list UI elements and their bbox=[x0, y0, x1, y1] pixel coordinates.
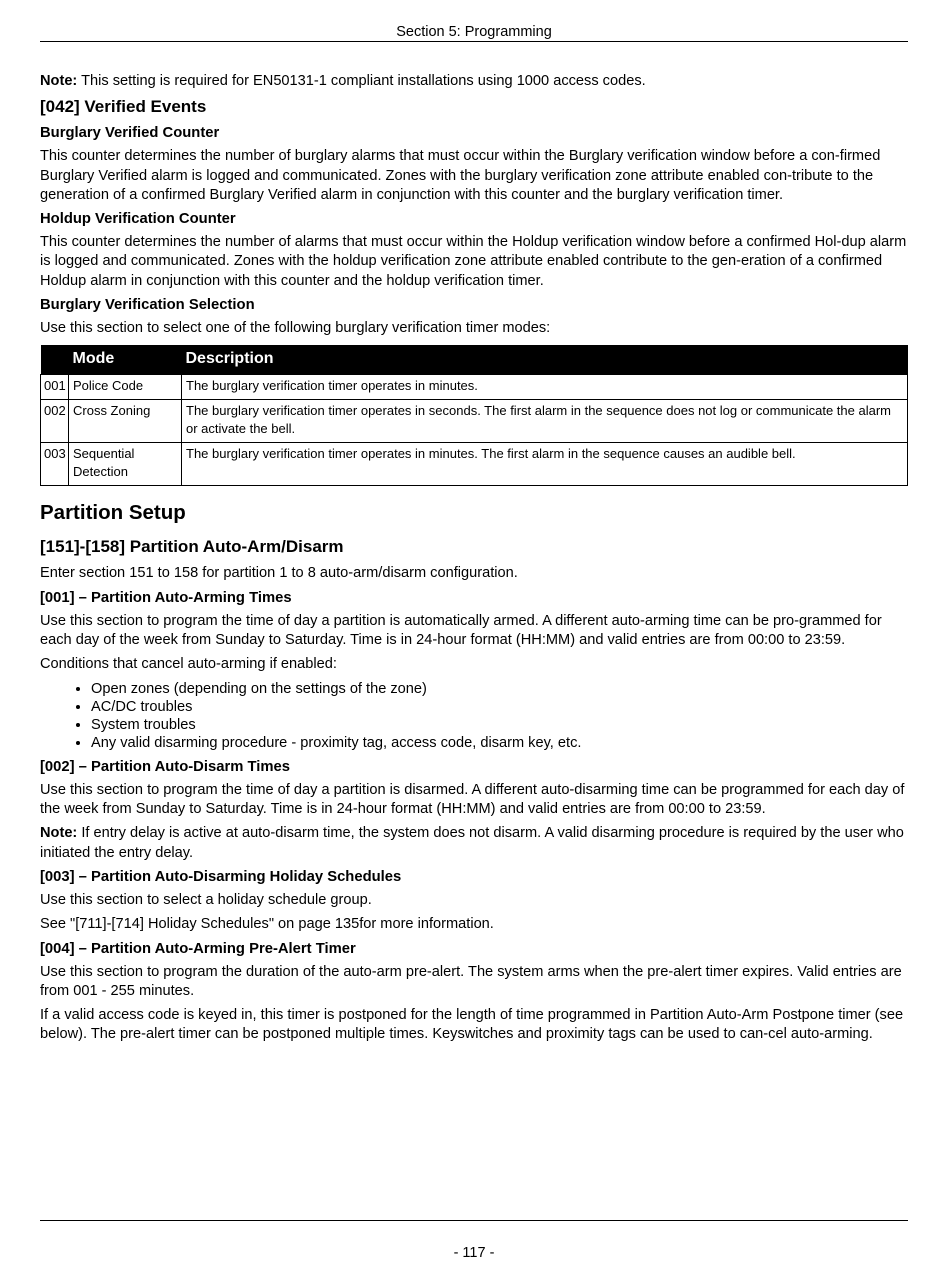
table-row bbox=[41, 375, 908, 400]
header-description: Description bbox=[182, 345, 908, 375]
holiday-heading: [003] – Partition Auto-Disarming Holiday Schedules bbox=[40, 868, 402, 885]
list-item: • System troubles bbox=[91, 716, 908, 734]
note-text: This setting is required for EN50131-1 compliant installations using 1000 access codes. bbox=[77, 73, 646, 89]
mode-number: 002 bbox=[41, 400, 69, 443]
note-label: Note: bbox=[40, 825, 78, 842]
note-text: If entry delay is active at auto-disarm time, the system does not disarm. A valid disarming procedure is required by the user who initiated the entry delay. bbox=[40, 825, 904, 861]
holdup-counter-heading: Holdup Verification Counter bbox=[40, 211, 236, 228]
auto-arm-intro: Enter section 151 to 158 for partition 1 to 8 auto-arm/disarm configuration. bbox=[40, 565, 518, 582]
holiday-see-reference: See "[711]-[714] Holiday Schedules" on page 135for more information. bbox=[40, 916, 494, 933]
mode-table bbox=[40, 345, 908, 486]
burglary-counter-text: This counter determines the number of burglary alarms that must occur within the Burglary verification window before a con-firmed Burglary Verified alarm is logged and communicated. Zones with the burglary verification zone attribute enabled con-tribute to the generation of a confirmed Burglary Verified alarm in conjunction with this counter and the burglary verification timer. bbox=[40, 148, 881, 203]
holdup-counter-text: This counter determines the number of alarms that must occur within the Holdup verification window before a confirmed Hol-dup alarm is logged and communicated. Zones with the holdup verification zone attribute enabled contribute to the gen-eration of a confirmed Holdup alarm in conjunction with this counter and the holdup verification timer. bbox=[40, 234, 907, 289]
note-label: Note: bbox=[40, 73, 78, 89]
table-row bbox=[41, 400, 908, 443]
auto-arm-heading: [151]-[158] Partition Auto-Arm/Disarm bbox=[40, 537, 344, 557]
header-number bbox=[41, 345, 69, 375]
note-en50131 bbox=[40, 72, 908, 91]
partition-setup-heading: Partition Setup bbox=[40, 501, 186, 525]
pre-alert-heading: [004] – Partition Auto-Arming Pre-Alert Timer bbox=[40, 940, 356, 957]
list-item: • Open zones (depending on the settings of the zone) bbox=[91, 680, 908, 698]
selection-heading: Burglary Verification Selection bbox=[40, 297, 255, 314]
pre-alert-text-2: If a valid access code is keyed in, this timer is postponed for the length of time programmed in Partition Auto-Arm Postpone timer (see below). The pre-alert timer can be postponed multiple times. Keyswitches and proximity tags can be used to can-cel auto-arming. bbox=[40, 1007, 904, 1043]
table-header-row bbox=[41, 345, 908, 375]
mode-number: 001 bbox=[41, 375, 69, 400]
mode-name: Cross Zoning bbox=[69, 400, 182, 443]
selection-text: Use this section to select one of the following burglary verification timer modes: bbox=[40, 320, 551, 337]
pre-alert-text-1: Use this section to program the duration of the auto-arm pre-alert. The system arms when the pre-alert timer expires. Valid entries are from 001 - 255 minutes. bbox=[40, 963, 902, 999]
note-entry-delay bbox=[40, 824, 908, 863]
mode-name: Police Code bbox=[69, 375, 182, 400]
header-mode: Mode bbox=[69, 345, 182, 375]
disarm-times-heading: [002] – Partition Auto-Disarm Times bbox=[40, 758, 290, 775]
conditions-intro: Conditions that cancel auto-arming if enabled: bbox=[40, 656, 337, 673]
conditions-list bbox=[40, 680, 908, 753]
list-item: • Any valid disarming procedure - proximity tag, access code, disarm key, etc. bbox=[91, 734, 908, 752]
arming-times-text: Use this section to program the time of day a partition is automatically armed. A different auto-arming time can be pro-grammed for each day of the week from Sunday to Saturday. Time is in 24-hour format (HH:MM) and valid entries are from 00:00 to 23:59. bbox=[40, 612, 882, 648]
header-rule bbox=[40, 41, 908, 42]
mode-name: Sequential Detection bbox=[69, 443, 182, 486]
mode-description: The burglary verification timer operates in minutes. bbox=[182, 375, 908, 400]
burglary-counter-heading: Burglary Verified Counter bbox=[40, 125, 220, 142]
mode-description: The burglary verification timer operates in minutes. The first alarm in the sequence causes an audible bell. bbox=[182, 443, 908, 486]
mode-number: 003 bbox=[41, 443, 69, 486]
page-number: - 117 - bbox=[453, 1245, 495, 1261]
arming-times-heading: [001] – Partition Auto-Arming Times bbox=[40, 589, 292, 606]
page-content bbox=[40, 72, 908, 1050]
running-header: Section 5: Programming bbox=[396, 24, 552, 40]
verified-events-heading: [042] Verified Events bbox=[40, 97, 207, 117]
footer-rule bbox=[40, 1220, 908, 1221]
list-item: • AC/DC troubles bbox=[91, 698, 908, 716]
holiday-text: Use this section to select a holiday schedule group. bbox=[40, 891, 372, 908]
mode-description: The burglary verification timer operates in seconds. The first alarm in the sequence does not log or communicate the alarm or activate the bell. bbox=[182, 400, 908, 443]
disarm-times-text: Use this section to program the time of day a partition is disarmed. A different auto-disarming time can be programmed for each day of the week from Sunday to Saturday. Time is in 24-hour format (HH:MM) and valid entries are from 00:00 to 23:59. bbox=[40, 781, 905, 818]
table-row bbox=[41, 443, 908, 486]
